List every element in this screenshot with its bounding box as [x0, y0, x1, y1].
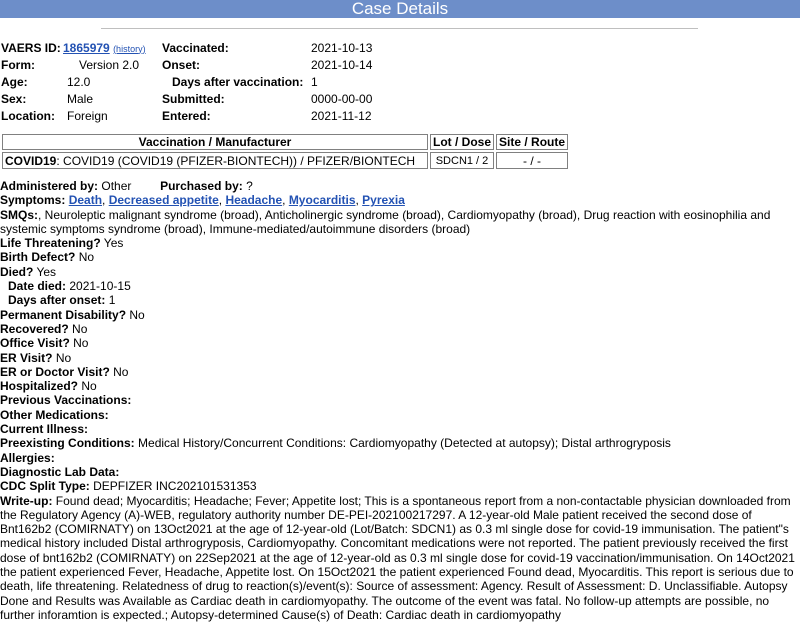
er-doctor-visit-label: ER or Doctor Visit?	[0, 364, 110, 379]
cdc-split-label: CDC Split Type:	[0, 479, 90, 494]
died-value: Yes	[36, 264, 57, 279]
onset-value: 2021-10-14	[311, 57, 373, 72]
permanent-disability-value: No	[129, 307, 145, 322]
smqs-label: SMQs:	[0, 207, 39, 222]
writeup-value: Found dead; Myocarditis; Headache; Fever; Appetite lost; This is a spontaneous report from a non-contactable physician downloaded from the Regulatory Agency (A)-WEB, regulatory authority number DE-PEI-202100217297. A 12-year-old Male patient received the second dose of Bnt162b2 (COMIRNATY) on 13Oct2021 at the age of 12-year-old (Lot/Batch: SDCN1) as 0.3 ml single dose for covid-19 immunisation. The patient"s medical history included Distal arthrogryposis, Cardiomyopathy. Concomitant medications were not reported. The patient previously received the first dose of bnt162b2 (COMIRNATY) on 22Sep2021 at the age of 12-year-old as 0.3 ml single dose for covid-19 vaccination/immunisation. On 14Oct2021 the patient experienced Fever, Headache, Appetite lost. On 15Oct2021 the patient experienced Found dead, Myocarditis. This report is serious due to death, life threatening. Relatedness of drug to reaction(s)/event(s): Source of assessment: Agency. Result of Assessment: D. Unclassifiable. Autopsy Done and Results was Available as Cardiac death in cardiomyopathy. The outcome of the event was fatal. No follow-up attempts are possible, no further inforamtion is expected.; Autopsy-determined Cause(s) of Death: Cardiac death in cardiomyopathy	[0, 493, 795, 622]
office-visit-label: Office Visit?	[0, 336, 70, 351]
hospitalized-label: Hospitalized?	[0, 379, 79, 394]
lot-dose-header: Lot / Dose	[430, 134, 494, 150]
vaers-id-link[interactable]: 1865979	[63, 40, 110, 55]
vaccine-code: COVID19	[5, 153, 57, 168]
other-medications-label: Other Medications:	[0, 407, 109, 422]
smqs-row	[0, 208, 800, 237]
days-after-onset-row	[0, 293, 800, 307]
hospitalized-row	[0, 379, 800, 393]
vaccine-cell	[2, 152, 428, 169]
vaccinated-value: 2021-10-13	[311, 40, 373, 55]
site-route-cell: - / -	[496, 152, 568, 169]
history-link[interactable]: (history)	[113, 43, 146, 54]
er-doctor-visit-row	[0, 365, 800, 379]
symptom-link-decreased-appetite[interactable]: Decreased appetite	[108, 193, 219, 208]
current-illness-label: Current Illness:	[0, 422, 89, 437]
days-after-onset-value: 1	[108, 293, 116, 308]
died-row	[0, 265, 800, 279]
case-details	[0, 179, 800, 622]
table-row	[2, 152, 568, 169]
life-threatening-row	[0, 236, 800, 250]
sex-value: Male	[67, 91, 94, 106]
current-illness-row	[0, 422, 800, 436]
date-died-label: Date died:	[8, 279, 67, 294]
permanent-disability-label: Permanent Disability?	[0, 307, 127, 322]
vaccine-name: : COVID19 (COVID19 (PFIZER-BIONTECH)) / PFIZER/BIONTECH	[56, 153, 416, 168]
header-divider	[101, 28, 698, 29]
onset-label: Onset:	[162, 57, 201, 72]
preexisting-label: Preexisting Conditions:	[0, 436, 135, 451]
previous-vaccinations-label: Previous Vaccinations:	[0, 393, 132, 408]
administered-by-value: Other	[101, 179, 132, 193]
smqs-value: , Neuroleptic malignant syndrome (broad), Anticholinergic syndrome (broad), Cardiomyopathy (broad), Drug reaction with eosinophilia and systemic symptoms syndrome (broad), Immune-mediated/autoimmune disorders (broad)	[0, 207, 771, 236]
page-header	[0, 0, 800, 18]
diagnostic-lab-row	[0, 465, 800, 479]
cdc-split-row	[0, 479, 800, 493]
symptom-separator: ,	[355, 193, 363, 208]
birth-defect-row	[0, 250, 800, 264]
permanent-disability-row	[0, 308, 800, 322]
symptom-separator: ,	[282, 193, 289, 208]
hospitalized-value: No	[81, 379, 97, 394]
life-threatening-label: Life Threatening?	[0, 236, 101, 251]
recovered-label: Recovered?	[0, 321, 69, 336]
administered-row	[0, 179, 800, 193]
sex-label: Sex:	[1, 91, 27, 106]
symptom-link-myocarditis[interactable]: Myocarditis	[288, 193, 356, 208]
office-visit-value: No	[73, 336, 89, 351]
symptoms-label: Symptoms:	[0, 193, 66, 208]
days-after-onset-label: Days after onset:	[8, 293, 106, 308]
form-label: Form:	[1, 57, 35, 72]
entered-value: 2021-11-12	[311, 108, 372, 123]
birth-defect-label: Birth Defect?	[0, 250, 76, 265]
other-medications-row	[0, 408, 800, 422]
er-visit-value: No	[55, 350, 72, 365]
previous-vaccinations-row	[0, 393, 800, 407]
diagnostic-lab-label: Diagnostic Lab Data:	[0, 464, 120, 479]
office-visit-row	[0, 336, 800, 350]
died-label: Died?	[0, 264, 34, 279]
recovered-value: No	[72, 321, 88, 336]
administered-by-label: Administered by:	[0, 179, 99, 193]
age-label: Age:	[1, 74, 28, 89]
age-value: 12.0	[67, 74, 91, 89]
entered-label: Entered:	[162, 108, 211, 123]
symptom-separator: ,	[218, 193, 226, 208]
birth-defect-value: No	[78, 250, 95, 265]
purchased-by-label: Purchased by:	[160, 179, 243, 193]
preexisting-value: Medical History/Concurrent Conditions: Cardiomyopathy (Detected at autopsy); Distal arthrogryposis	[138, 436, 671, 451]
symptom-link-death[interactable]: Death	[68, 193, 103, 208]
symptom-separator: ,	[102, 193, 109, 208]
purchased-by-value: ?	[246, 179, 253, 193]
submitted-label: Submitted:	[162, 91, 225, 106]
site-route-header: Site / Route	[496, 134, 568, 150]
days-after-vaccination-label: Days after vaccination:	[172, 74, 304, 89]
er-visit-row	[0, 351, 800, 365]
page-title: Case Details	[351, 0, 449, 18]
vaccine-header: Vaccination / Manufacturer	[2, 134, 428, 150]
life-threatening-value: Yes	[103, 236, 124, 251]
date-died-row	[0, 279, 800, 293]
vaccinated-label: Vaccinated:	[162, 40, 229, 55]
vaers-id-cell	[63, 39, 162, 56]
vaccine-table	[0, 132, 570, 171]
allergies-label: Allergies:	[0, 450, 55, 465]
recovered-row	[0, 322, 800, 336]
date-died-value: 2021-10-15	[69, 279, 131, 294]
location-value: Foreign	[67, 108, 108, 123]
lot-dose-cell: SDCN1 / 2	[430, 152, 494, 169]
vaers-id-label: VAERS ID:	[1, 40, 61, 55]
case-info-table	[1, 39, 372, 124]
symptoms-row	[0, 193, 800, 207]
form-value: Version 2.0	[79, 57, 140, 72]
submitted-value: 0000-00-00	[311, 91, 373, 106]
preexisting-row	[0, 436, 800, 450]
symptom-link-headache[interactable]: Headache	[225, 193, 283, 208]
location-label: Location:	[1, 108, 55, 123]
days-after-vaccination-value: 1	[311, 74, 318, 89]
vaccine-table-header	[2, 134, 568, 150]
er-visit-label: ER Visit?	[0, 350, 53, 365]
cdc-split-value: DEPFIZER INC202101531353	[93, 479, 257, 494]
symptom-link-pyrexia[interactable]: Pyrexia	[362, 193, 405, 208]
writeup-label: Write-up:	[0, 493, 53, 508]
er-doctor-visit-value: No	[113, 364, 129, 379]
writeup-row	[0, 494, 800, 623]
allergies-row	[0, 451, 800, 465]
